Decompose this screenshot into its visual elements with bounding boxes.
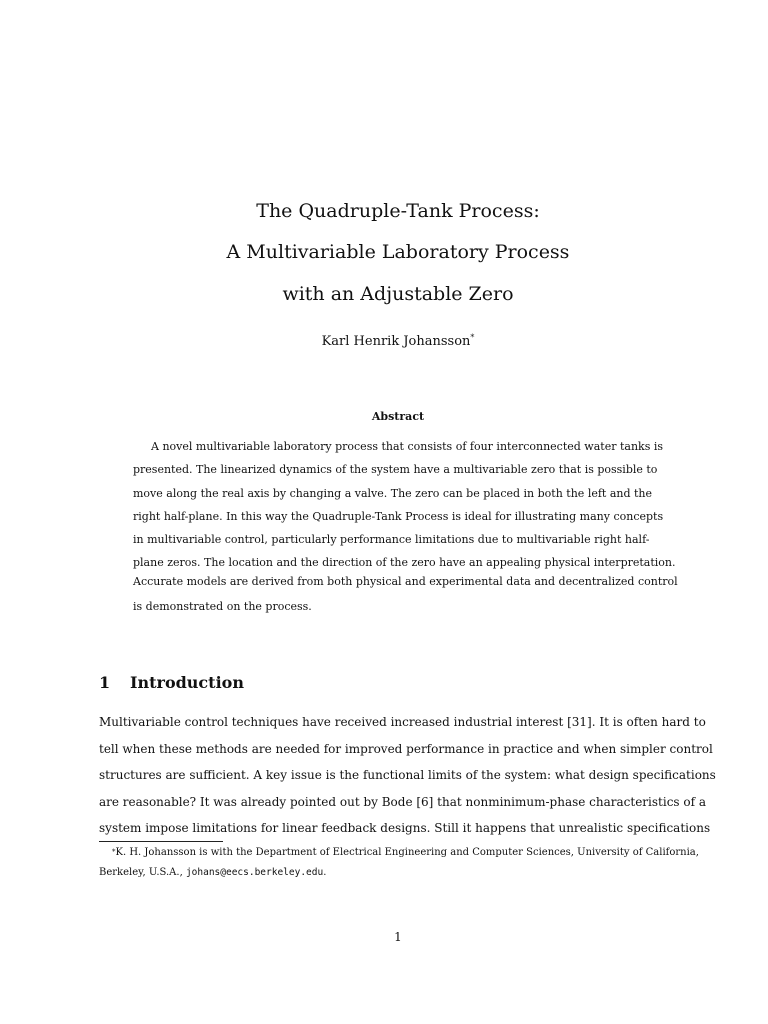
abstract-line: plane zeros. The location and the direction of the zero have an appealing physical interpretation.	[133, 556, 676, 569]
footnote-text: K. H. Johansson is with the Department of Electrical Engineering and Computer Sciences, University of California,	[115, 847, 699, 858]
footnote-line-1	[112, 846, 699, 859]
abstract-line: A novel multivariable laboratory process that consists of four interconnected water tanks is	[151, 440, 663, 453]
abstract-line: Accurate models are derived from both physical and experimental data and decentralized control	[133, 575, 678, 588]
title-line-2: A Multivariable Laboratory Process	[226, 241, 570, 263]
intro-line: structures are sufficient. A key issue is the functional limits of the system: what design specifications	[99, 768, 716, 782]
section-heading	[99, 673, 244, 692]
section-number: 1	[99, 673, 111, 692]
footnote-text: .	[323, 867, 327, 878]
footnote-line-2	[99, 866, 326, 879]
footnote-email[interactable]: johans@eecs.berkeley.edu	[185, 867, 324, 878]
intro-line: tell when these methods are needed for improved performance in practice and when simpler control	[99, 742, 713, 756]
author	[0, 334, 768, 349]
footnote-mark: *	[112, 848, 116, 856]
section-title: Introduction	[130, 673, 244, 692]
footnote-text: Berkeley, U.S.A.,	[99, 867, 186, 878]
author-name: Karl Henrik Johansson	[321, 334, 471, 349]
abstract-line: move along the real axis by changing a valve. The zero can be placed in both the left and the	[133, 487, 653, 500]
title-line-1: The Quadruple-Tank Process:	[256, 200, 540, 222]
abstract-line: presented. The linearized dynamics of the system have a multivariable zero that is possible to	[133, 463, 658, 476]
author-footnote-mark: *	[470, 333, 475, 342]
abstract-line: right half-plane. In this way the Quadruple-Tank Process is ideal for illustrating many concepts	[133, 510, 664, 523]
intro-line: are reasonable? It was already pointed out by Bode [6] that nonminimum-phase characteristics of a	[99, 795, 707, 809]
abstract-line: is demonstrated on the process.	[133, 600, 312, 613]
footnote-rule	[99, 841, 223, 842]
page-number: 1	[394, 930, 402, 944]
abstract-line: in multivariable control, particularly performance limitations due to multivariable right half-	[133, 533, 650, 546]
intro-line: system impose limitations for linear feedback designs. Still it happens that unrealistic specifications	[99, 821, 711, 835]
intro-line: Multivariable control techniques have received increased industrial interest [31]. It is often hard to	[99, 715, 706, 729]
title-line-3: with an Adjustable Zero	[282, 283, 514, 305]
abstract-heading: Abstract	[371, 410, 425, 423]
